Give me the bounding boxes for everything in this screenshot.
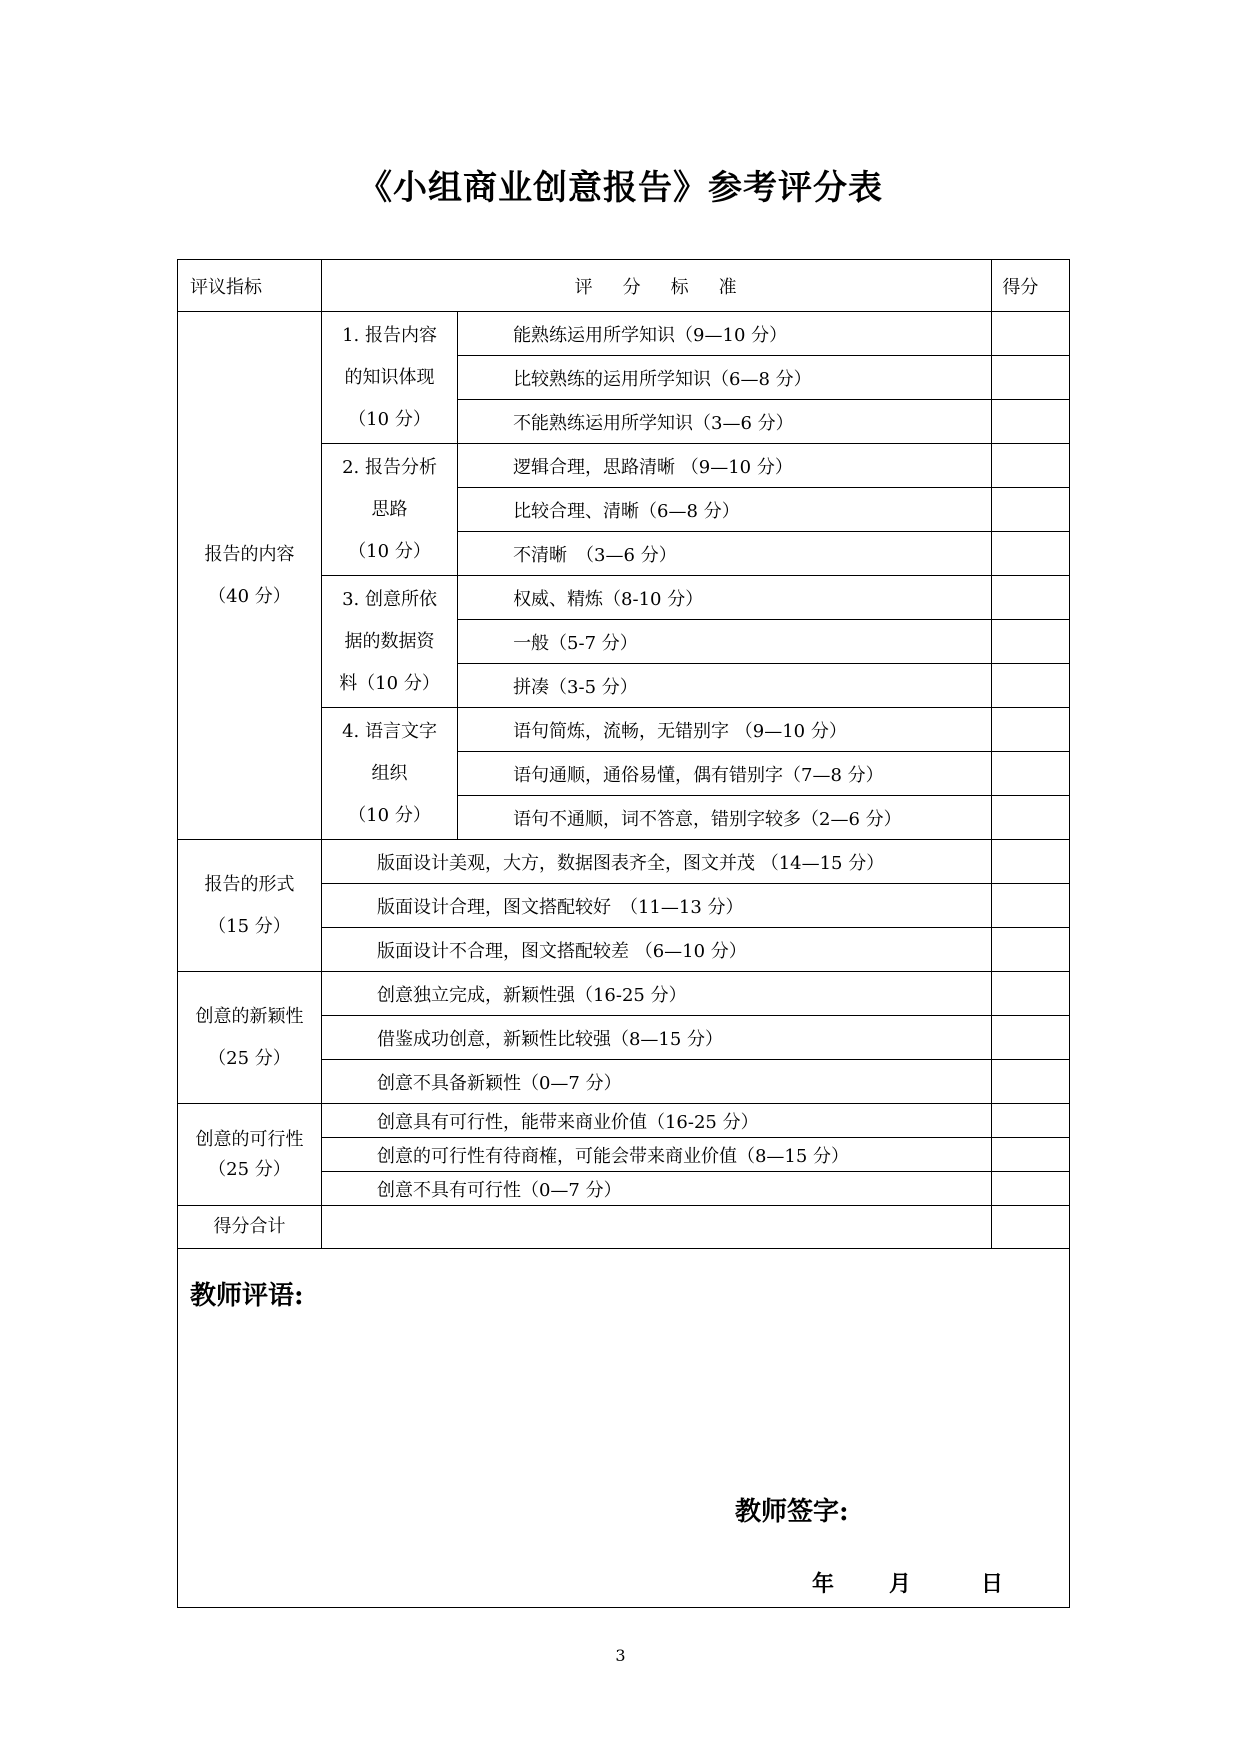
subcategory-language: 4. 语言文字 组织 （10 分） (321, 708, 457, 840)
category-feasibility: 创意的可行性 （25 分） (178, 1104, 322, 1206)
score-cell[interactable] (992, 1016, 1070, 1060)
criterion-cell: 语句不通顺，词不答意，错别字较多（2—6 分） (458, 796, 992, 840)
criterion-cell: 创意独立完成，新颖性强（16-25 分） (321, 972, 991, 1016)
score-cell[interactable] (992, 708, 1070, 752)
score-cell[interactable] (992, 444, 1070, 488)
date-line (812, 1567, 1003, 1598)
header-row (178, 260, 1070, 312)
criterion-cell: 逻辑合理，思路清晰 （9—10 分） (458, 444, 992, 488)
criterion-cell: 不能熟练运用所学知识（3—6 分） (458, 400, 992, 444)
criterion-cell: 借鉴成功创意，新颖性比较强（8—15 分） (321, 1016, 991, 1060)
table-row (178, 1104, 1070, 1138)
criterion-cell: 语句通顺，通俗易懂，偶有错别字（7—8 分） (458, 752, 992, 796)
total-score-cell[interactable] (992, 1206, 1070, 1249)
header-indicator: 评议指标 (178, 260, 322, 312)
criterion-cell: 创意不具有可行性（0—7 分） (321, 1172, 991, 1206)
category-novelty: 创意的新颖性 （25 分） (178, 972, 322, 1104)
total-label: 得分合计 (178, 1206, 322, 1249)
comment-row (178, 1249, 1070, 1608)
score-cell[interactable] (992, 972, 1070, 1016)
comment-area[interactable] (178, 1249, 1070, 1608)
subcategory-analysis: 2. 报告分析 思路 （10 分） (321, 444, 457, 576)
score-cell[interactable] (992, 1060, 1070, 1104)
comment-label: 教师评语: (190, 1281, 304, 1311)
score-cell[interactable] (992, 576, 1070, 620)
category-form: 报告的形式 （15 分） (178, 840, 322, 972)
criterion-cell: 一般（5-7 分） (458, 620, 992, 664)
score-cell[interactable] (992, 664, 1070, 708)
score-cell[interactable] (992, 400, 1070, 444)
criterion-cell: 版面设计合理，图文搭配较好 （11—13 分） (321, 884, 991, 928)
page-title: 《小组商业创意报告》参考评分表 (358, 168, 883, 208)
subcategory-knowledge: 1. 报告内容 的知识体现 （10 分） (321, 312, 457, 444)
category-content: 报告的内容 （40 分） (178, 312, 322, 840)
score-cell[interactable] (992, 488, 1070, 532)
score-cell[interactable] (992, 1138, 1070, 1172)
score-cell[interactable] (992, 796, 1070, 840)
subcategory-data: 3. 创意所依 据的数据资 料（10 分） (321, 576, 457, 708)
criterion-cell: 版面设计不合理，图文搭配较差 （6—10 分） (321, 928, 991, 972)
score-cell[interactable] (992, 840, 1070, 884)
criterion-cell: 能熟练运用所学知识（9—10 分） (458, 312, 992, 356)
criterion-cell: 版面设计美观，大方，数据图表齐全，图文并茂 （14—15 分） (321, 840, 991, 884)
total-empty-cell (321, 1206, 991, 1249)
score-cell[interactable] (992, 620, 1070, 664)
criterion-cell: 创意的可行性有待商榷，可能会带来商业价值（8—15 分） (321, 1138, 991, 1172)
table-row (178, 312, 1070, 356)
score-cell[interactable] (992, 884, 1070, 928)
score-cell[interactable] (992, 356, 1070, 400)
signature-label: 教师签字: (735, 1497, 849, 1527)
criterion-cell: 拼凑（3-5 分） (458, 664, 992, 708)
header-standard: 评 分 标 准 (321, 260, 991, 312)
criterion-cell: 创意具有可行性，能带来商业价值（16-25 分） (321, 1104, 991, 1138)
total-row (178, 1206, 1070, 1249)
criterion-cell: 比较合理、清晰（6—8 分） (458, 488, 992, 532)
table-row (178, 840, 1070, 884)
score-cell[interactable] (992, 532, 1070, 576)
score-cell[interactable] (992, 928, 1070, 972)
date-day: 日 (981, 1571, 1004, 1597)
criterion-cell: 创意不具备新颖性（0—7 分） (321, 1060, 991, 1104)
date-year: 年 (812, 1571, 835, 1597)
scoring-table (177, 259, 1070, 1608)
criterion-cell: 语句简炼，流畅，无错别字 （9—10 分） (458, 708, 992, 752)
page-number: 3 (615, 1646, 626, 1665)
score-cell[interactable] (992, 1172, 1070, 1206)
score-cell[interactable] (992, 752, 1070, 796)
criterion-cell: 权威、精炼（8-10 分） (458, 576, 992, 620)
date-month: 月 (889, 1571, 912, 1597)
criterion-cell: 不清晰 （3—6 分） (458, 532, 992, 576)
table-row (178, 972, 1070, 1016)
score-cell[interactable] (992, 1104, 1070, 1138)
header-score: 得分 (992, 260, 1070, 312)
criterion-cell: 比较熟练的运用所学知识（6—8 分） (458, 356, 992, 400)
score-cell[interactable] (992, 312, 1070, 356)
